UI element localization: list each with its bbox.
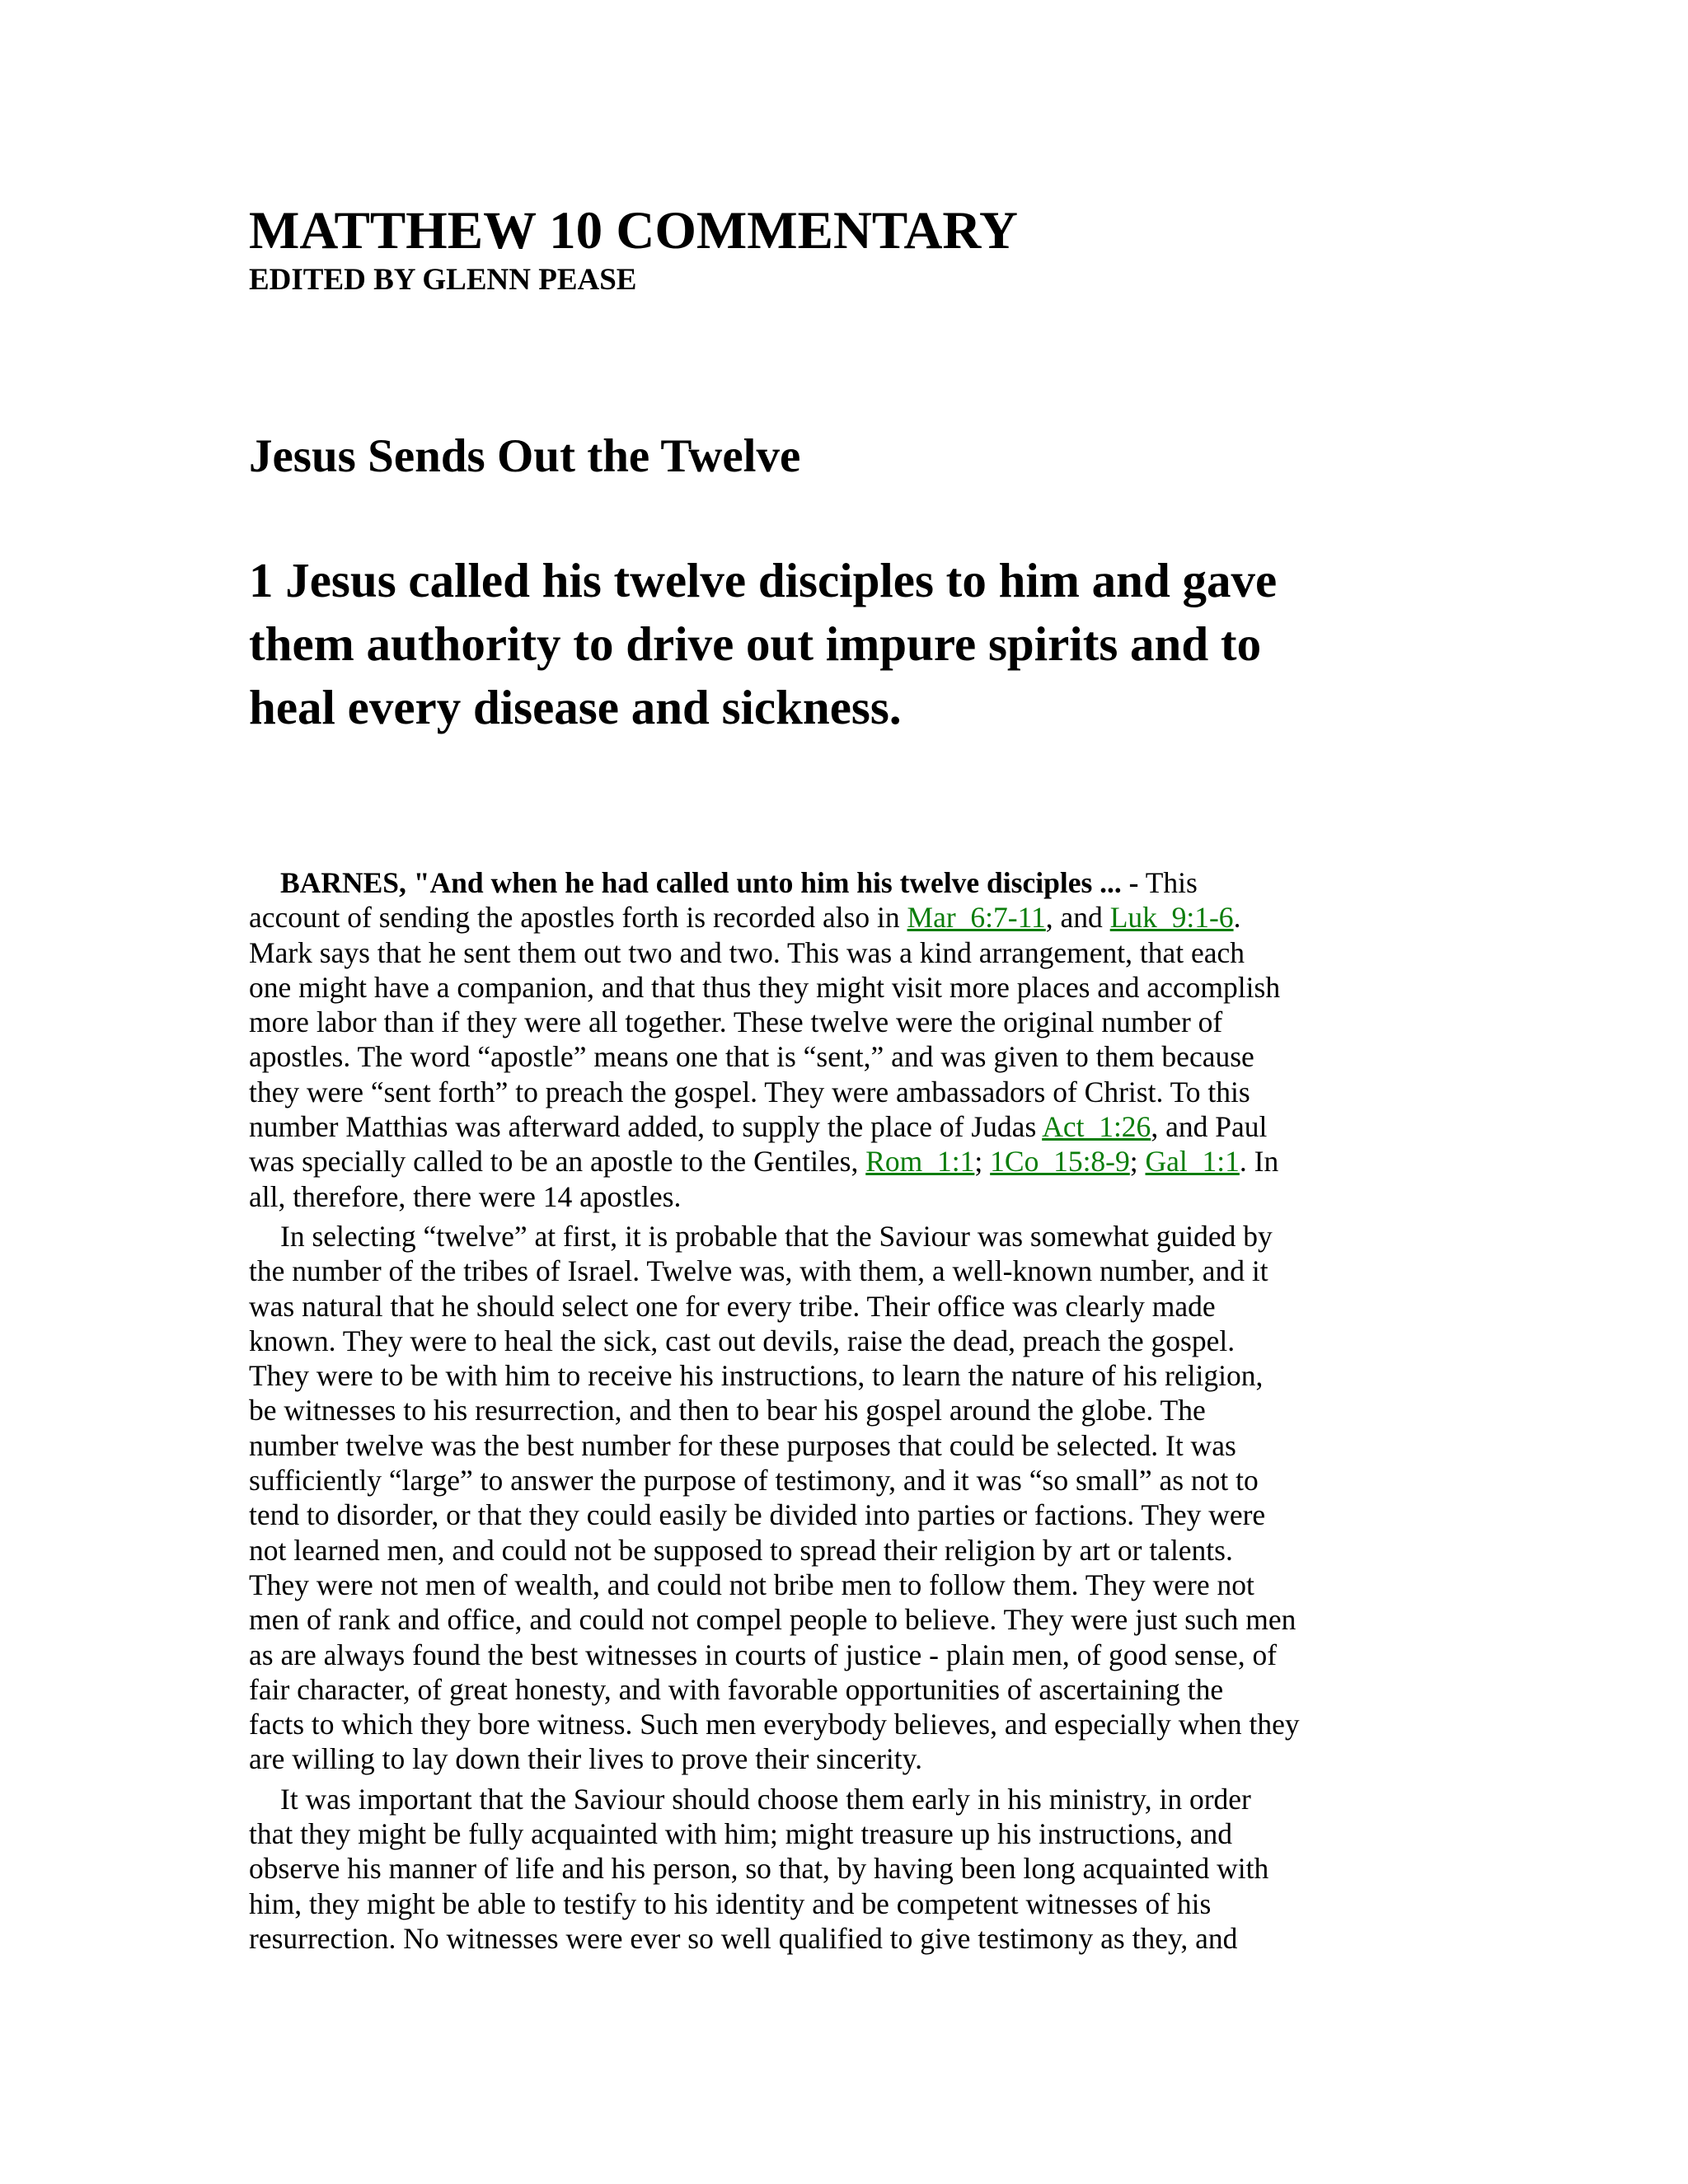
paragraph-text: was specially called to be an apostle to the Gentiles, xyxy=(249,1145,866,1179)
paragraph-text: . xyxy=(1233,901,1241,935)
paragraph-line: fair character, of great honesty, and with favorable opportunities of ascertaining the xyxy=(249,1672,1224,1706)
scripture-link[interactable]: Act_1:26 xyxy=(1042,1110,1151,1144)
scripture-link[interactable]: Mar_6:7-11 xyxy=(907,901,1046,935)
verse-text xyxy=(249,549,1452,739)
paragraph-line: Mark says that he sent them out two and two. This was a kind arrangement, that each xyxy=(249,935,1245,969)
paragraph-line xyxy=(249,900,1452,935)
paragraph-line: be witnesses to his resurrection, and then to bear his gospel around the globe. The xyxy=(249,1394,1206,1427)
document-title: MATTHEW 10 COMMENTARY xyxy=(249,201,1018,260)
verse-line: them authority to drive out impure spirits and to xyxy=(249,616,1262,671)
paragraph-line: They were not men of wealth, and could not bribe men to follow them. They were not xyxy=(249,1568,1254,1601)
paragraph-line: all, therefore, there were 14 apostles. xyxy=(249,1179,682,1213)
paragraph-text: ; xyxy=(1129,1145,1146,1179)
section-heading: Jesus Sends Out the Twelve xyxy=(249,430,801,482)
paragraph-line: known. They were to heal the sick, cast out devils, raise the dead, preach the gospel. xyxy=(249,1324,1236,1357)
commentary-body xyxy=(249,865,1452,1961)
paragraph-line: In selecting “twelve” at first, it is probable that the Saviour was somewhat guided by xyxy=(280,1219,1273,1253)
paragraph-line: resurrection. No witnesses were ever so well qualified to give testimony as they, and xyxy=(249,1921,1238,1955)
paragraph-line: not learned men, and could not be supposed to spread their religion by art or talents. xyxy=(249,1533,1233,1567)
paragraph-text: . In xyxy=(1239,1145,1279,1179)
paragraph-line: It was important that the Saviour should choose them early in his ministry, in order xyxy=(280,1782,1251,1816)
paragraph-text: ; xyxy=(974,1145,991,1179)
verse-line: heal every disease and sickness. xyxy=(249,680,902,734)
paragraph-line: facts to which they bore witness. Such men everybody believes, and especially when they xyxy=(249,1708,1300,1741)
paragraph-line: that they might be fully acquainted with him; might treasure up his instructions, and xyxy=(249,1817,1232,1851)
paragraph-line: as are always found the best witnesses in courts of justice - plain men, of good sense, of xyxy=(249,1638,1278,1671)
commentary-lead: BARNES, "And when he had called unto him his twelve disciples ... - xyxy=(280,866,1139,899)
paragraph-line: are willing to lay down their lives to prove their sincerity. xyxy=(249,1742,922,1776)
verse-line: 1 Jesus called his twelve disciples to him and gave xyxy=(249,553,1278,607)
paragraph-text: number Matthias was afterward added, to supply the place of Judas xyxy=(249,1110,1043,1144)
paragraph-line: They were to be with him to receive his instructions, to learn the nature of his religion, xyxy=(249,1359,1264,1393)
paragraph-line: one might have a companion, and that thus they might visit more places and accomplish xyxy=(249,970,1281,1004)
paragraph-text: , and Paul xyxy=(1151,1110,1268,1144)
paragraph-line: number twelve was the best number for these purposes that could be selected. It was xyxy=(249,1428,1236,1462)
scripture-link[interactable]: Luk_9:1-6 xyxy=(1109,901,1234,935)
scripture-link[interactable]: Gal_1:1 xyxy=(1145,1145,1240,1179)
paragraph-text: account of sending the apostles forth is recorded also in xyxy=(249,901,907,935)
scripture-link[interactable]: 1Co_15:8-9 xyxy=(990,1145,1130,1179)
paragraph-line: the number of the tribes of Israel. Twelve was, with them, a well-known number, and it xyxy=(249,1254,1268,1288)
scripture-link[interactable]: Rom_1:1 xyxy=(865,1145,975,1179)
editor-line: EDITED BY GLENN PEASE xyxy=(249,263,637,297)
paragraph-line: tend to disorder, or that they could easily be divided into parties or factions. They were xyxy=(249,1498,1266,1532)
paragraph-line: more labor than if they were all together. These twelve were the original number of xyxy=(249,1005,1223,1039)
paragraph-line: him, they might be able to testify to his identity and be competent witnesses of his xyxy=(249,1886,1212,1920)
paragraph-line: sufficiently “large” to answer the purpose of testimony, and it was “so small” as not to xyxy=(249,1464,1259,1497)
paragraph-text: This xyxy=(1138,866,1198,899)
paragraph-line: men of rank and office, and could not compel people to believe. They were just such men xyxy=(249,1603,1296,1637)
paragraph-line: observe his manner of life and his person, so that, by having been long acquainted with xyxy=(249,1852,1269,1886)
paragraph-line: they were “sent forth” to preach the gospel. They were ambassadors of Christ. To this xyxy=(249,1075,1250,1108)
paragraph-line xyxy=(249,865,1452,900)
paragraph-line xyxy=(249,1109,1452,1144)
commentary-paragraph xyxy=(249,1782,1452,1956)
paragraph-line: apostles. The word “apostle” means one that is “sent,” and was given to them because xyxy=(249,1040,1254,1074)
paragraph-text: , and xyxy=(1045,901,1110,935)
commentary-paragraph xyxy=(249,1219,1452,1777)
paragraph-line xyxy=(249,1144,1452,1179)
paragraph-line: was natural that he should select one for every tribe. Their office was clearly made xyxy=(249,1289,1216,1323)
commentary-paragraph xyxy=(249,865,1452,1214)
